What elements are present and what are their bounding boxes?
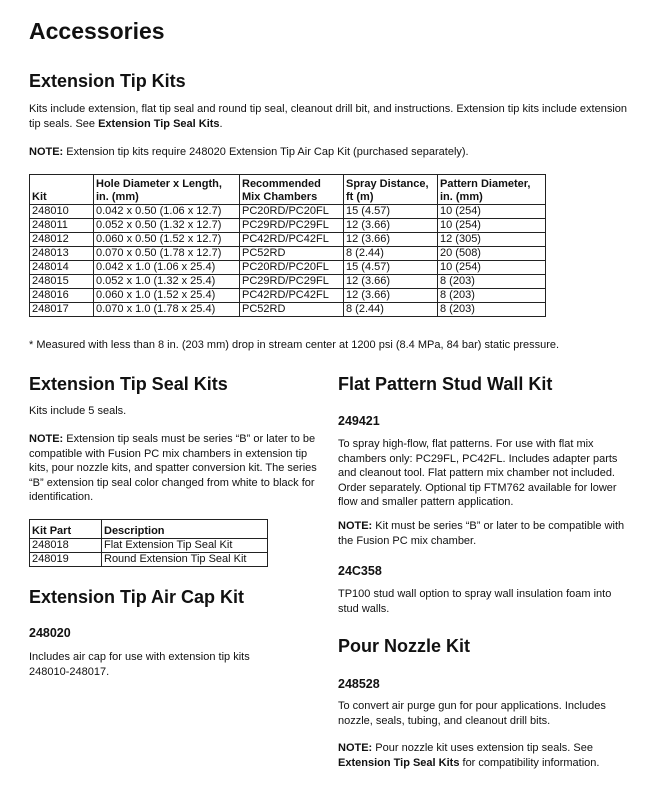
seal-kits-reference: Extension Tip Seal Kits [98, 117, 220, 130]
table-row: 248016 0.060 x 1.0 (1.52 x 25.4) PC42RD/PC42FL 12 (3.66) 8 (203) [30, 289, 546, 303]
col-pattern-diameter: Pattern Diameter, in. (mm) [438, 175, 546, 205]
page-title: Accessories [29, 18, 165, 44]
table-row: 248018 Flat Extension Tip Seal Kit [30, 539, 268, 553]
stud-wall-kit-text: To spray high-flow, flat patterns. For use with flat mix chambers only: PC29FL, PC42FL. Includes adapter parts and cleanout tool. Flat pattern mix chamber not included. Order separately. Optional tip FTM762 available for lower flow and smaller pattern application. [338, 438, 618, 508]
stud-wall-part-number-2: 24C358 [338, 564, 382, 578]
ext-tip-kits-intro [29, 102, 629, 131]
col-kit-part: Kit Part [30, 520, 102, 539]
pour-nozzle-kit-note [338, 741, 628, 770]
note-text: Extension tip kits require 248020 Extension Tip Air Cap Kit (purchased separately). [63, 146, 469, 158]
table-footnote: * Measured with less than 8 in. (203 mm) drop in stream center at 1200 psi (8.4 MPa, 84 bar) static pressure. [29, 339, 560, 351]
seal-kits-table [29, 519, 268, 567]
table-row: 248012 0.060 x 0.50 (1.52 x 12.7) PC42RD/PC42FL 12 (3.66) 12 (305) [30, 233, 546, 247]
air-cap-kit-text: Includes air cap for use with extension tip kits 248010-248017. [29, 651, 250, 678]
pour-nozzle-kit-text: To convert air purge gun for pour applications. Includes nozzle, seals, tubing, and cleanout drill bits. [338, 700, 606, 727]
note-text-b: for compatibility information. [459, 756, 600, 769]
ext-tip-kits-heading: Extension Tip Kits [29, 71, 186, 91]
ext-tip-kits-note [29, 145, 629, 160]
col-kit: Kit [30, 175, 94, 205]
pour-nozzle-part-number: 248528 [338, 677, 380, 691]
note-text: Kit must be series “B” or later to be compatible with the Fusion PC mix chamber. [338, 520, 625, 547]
table-row: 248013 0.070 x 0.50 (1.78 x 12.7) PC52RD 8 (2.44) 20 (508) [30, 247, 546, 261]
seal-kits-reference: Extension Tip Seal Kits [338, 756, 460, 769]
seal-kits-intro: Kits include 5 seals. [29, 405, 127, 417]
table-row: 248015 0.052 x 1.0 (1.32 x 25.4) PC29RD/PC29FL 12 (3.66) 8 (203) [30, 275, 546, 289]
air-cap-part-number: 248020 [29, 626, 71, 640]
col-hole-diameter: Hole Diameter x Length, in. (mm) [94, 175, 240, 205]
table-row: 248017 0.070 x 1.0 (1.78 x 25.4) PC52RD 8 (2.44) 8 (203) [30, 303, 546, 317]
pour-nozzle-kit-heading: Pour Nozzle Kit [338, 636, 471, 656]
seal-kits-heading: Extension Tip Seal Kits [29, 374, 228, 394]
stud-wall-kit-heading: Flat Pattern Stud Wall Kit [338, 374, 553, 394]
col-description: Description [102, 520, 268, 539]
table-header-row [30, 520, 268, 539]
table-row: 248019 Round Extension Tip Seal Kit [30, 553, 268, 567]
air-cap-kit-heading: Extension Tip Air Cap Kit [29, 587, 245, 607]
note-label: NOTE: [338, 742, 373, 754]
stud-wall-option-text: TP100 stud wall option to spray wall insulation foam into stud walls. [338, 588, 612, 615]
note-text: Extension tip seals must be series “B” or later to be compatible with Fusion PC mix chambers in extension tip kits, pour nozzle kits, and spatter conversion kit. The series “B” extension tip seal color changed from white to black for identification. [29, 433, 317, 503]
extension-tip-kits-table [29, 174, 546, 317]
note-label: NOTE: [29, 433, 64, 445]
note-label: NOTE: [29, 146, 64, 158]
stud-wall-part-number-1: 249421 [338, 414, 380, 428]
intro-text-a: Kits include extension, flat tip seal and round tip seal, cleanout drill bit, and instructions. Extension tip kits include extension tip seals. See [29, 103, 628, 130]
note-text-a: Pour nozzle kit uses extension tip seals. See [372, 742, 593, 754]
note-label: NOTE: [338, 520, 373, 532]
intro-text-b: . [219, 117, 223, 130]
col-mix-chambers: Recommended Mix Chambers [240, 175, 344, 205]
table-row: 248014 0.042 x 1.0 (1.06 x 25.4) PC20RD/PC20FL 15 (4.57) 10 (254) [30, 261, 546, 275]
stud-wall-kit-note [338, 519, 628, 548]
table-row: 248011 0.052 x 0.50 (1.32 x 12.7) PC29RD/PC29FL 12 (3.66) 10 (254) [30, 219, 546, 233]
seal-kits-note [29, 432, 319, 505]
table-header-row [30, 175, 546, 205]
col-spray-distance: Spray Distance, ft (m) [344, 175, 438, 205]
table-row: 248010 0.042 x 0.50 (1.06 x 12.7) PC20RD/PC20FL 15 (4.57) 10 (254) [30, 205, 546, 219]
